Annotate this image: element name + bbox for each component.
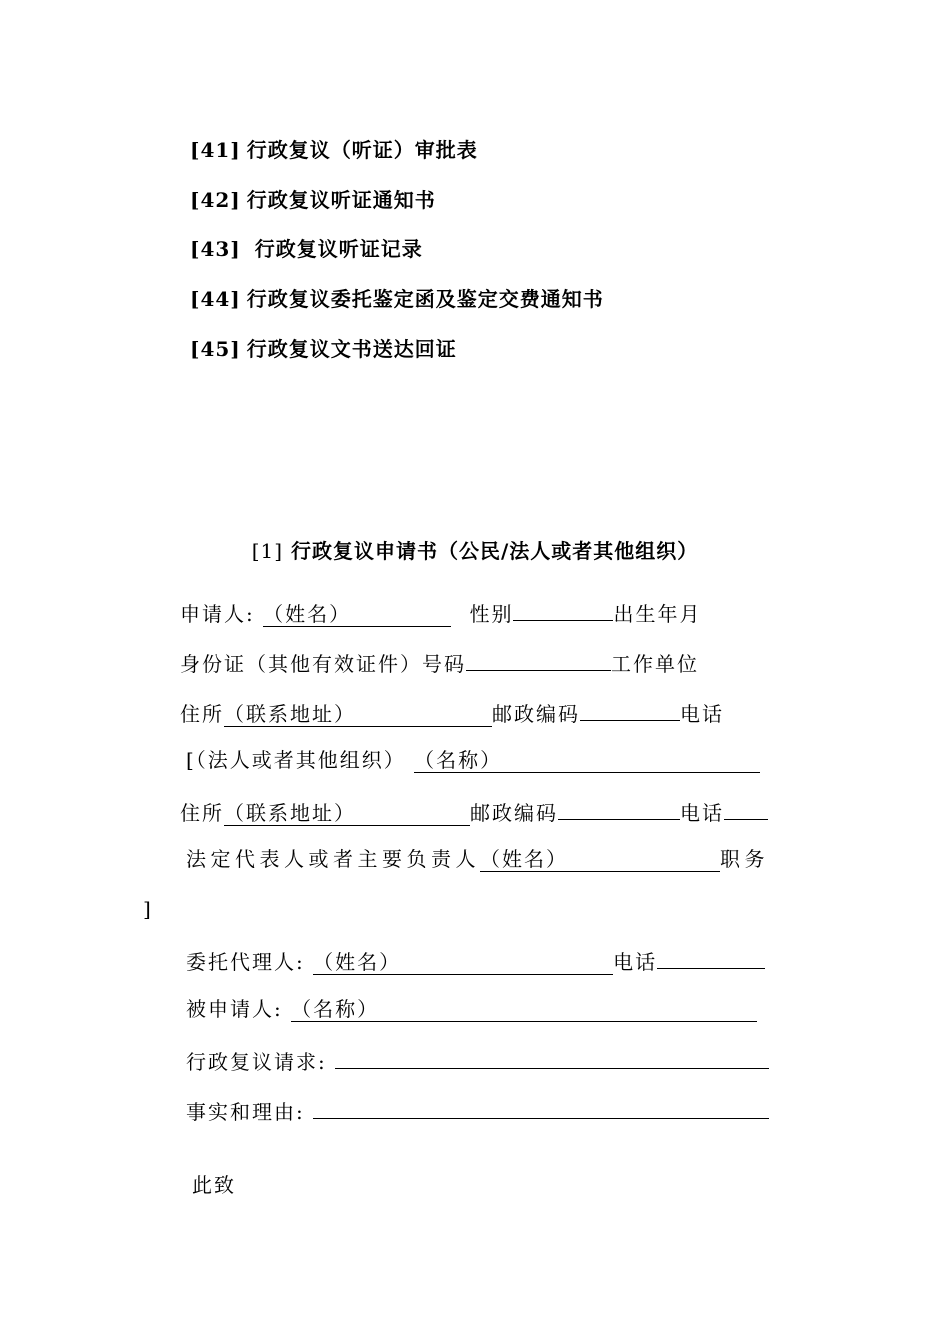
postcode2-label: 邮政编码 bbox=[470, 801, 558, 825]
agent-phone-label: 电话 bbox=[613, 950, 658, 974]
respondent-label: 被申请人: bbox=[186, 997, 283, 1021]
id-row bbox=[180, 648, 699, 677]
gender-label: 性别 bbox=[469, 602, 514, 626]
legal-rep-label: 法定代表人或者主要负责人 bbox=[186, 847, 480, 871]
agent-name-hint: （姓名） bbox=[313, 950, 402, 974]
legal-rep-hint: （姓名） bbox=[480, 847, 568, 871]
closing-row bbox=[192, 1172, 236, 1198]
agent-phone-field[interactable] bbox=[657, 946, 765, 969]
gender-field[interactable] bbox=[513, 598, 613, 621]
postcode-field[interactable] bbox=[580, 698, 680, 721]
phone-label: 电话 bbox=[680, 702, 724, 726]
toc-item-number: [42] bbox=[190, 188, 241, 212]
respondent-row bbox=[186, 996, 757, 1022]
toc-item-43 bbox=[190, 236, 423, 262]
org-row bbox=[186, 747, 760, 773]
address2-label: 住所 bbox=[180, 801, 224, 825]
request-field[interactable] bbox=[335, 1046, 769, 1069]
request-row bbox=[186, 1046, 769, 1075]
id-label: 身份证（其他有效证件）号码 bbox=[180, 652, 466, 676]
toc-item-text: 行政复议文书送达回证 bbox=[246, 337, 457, 361]
address2-hint: （联系地址） bbox=[224, 801, 356, 825]
respondent-hint: （名称） bbox=[291, 997, 380, 1021]
applicant-label: 申请人: bbox=[180, 602, 255, 626]
address-field[interactable] bbox=[224, 702, 492, 727]
org-close: ] bbox=[143, 897, 153, 921]
toc-item-text: 行政复议听证记录 bbox=[246, 237, 423, 261]
agent-row bbox=[186, 946, 765, 975]
phone2-label: 电话 bbox=[680, 801, 724, 825]
form-title-number: [1] bbox=[251, 539, 284, 563]
postcode2-field[interactable] bbox=[558, 797, 680, 820]
form-title bbox=[0, 535, 950, 564]
toc-item-42 bbox=[190, 187, 436, 213]
request-label: 行政复议请求: bbox=[186, 1050, 327, 1074]
legal-rep-row bbox=[186, 846, 769, 872]
work-unit-label: 工作单位 bbox=[611, 652, 699, 676]
applicant-name-hint: （姓名） bbox=[263, 602, 352, 626]
toc-item-text: 行政复议听证通知书 bbox=[246, 188, 436, 212]
applicant-name-field[interactable] bbox=[263, 602, 451, 627]
toc-item-41 bbox=[190, 137, 478, 163]
toc-item-45 bbox=[190, 336, 457, 362]
position-label: 职务 bbox=[720, 847, 769, 871]
toc-item-number: [43] bbox=[190, 237, 241, 261]
postcode-label: 邮政编码 bbox=[492, 702, 580, 726]
toc-item-text: 行政复议委托鉴定函及鉴定交费通知书 bbox=[246, 287, 604, 311]
toc-item-number: [41] bbox=[190, 138, 241, 162]
closing-text: 此致 bbox=[192, 1173, 236, 1197]
facts-row bbox=[186, 1096, 769, 1125]
facts-field[interactable] bbox=[313, 1096, 769, 1119]
org-name-hint: （名称） bbox=[414, 748, 503, 772]
org-close-row bbox=[143, 896, 153, 922]
facts-label: 事实和理由: bbox=[186, 1100, 305, 1124]
address-hint: （联系地址） bbox=[224, 702, 356, 726]
address-label: 住所 bbox=[180, 702, 224, 726]
id-number-field[interactable] bbox=[466, 648, 611, 671]
applicant-row bbox=[180, 598, 701, 627]
agent-name-field[interactable] bbox=[313, 950, 613, 975]
phone2-field[interactable] bbox=[724, 797, 768, 820]
toc-item-number: [44] bbox=[190, 287, 241, 311]
legal-rep-field[interactable] bbox=[480, 847, 720, 872]
org-name-field[interactable] bbox=[414, 748, 760, 773]
agent-label: 委托代理人: bbox=[186, 950, 305, 974]
address2-field[interactable] bbox=[224, 801, 470, 826]
birth-label: 出生年月 bbox=[613, 602, 702, 626]
address2-row bbox=[180, 797, 768, 826]
address-row bbox=[180, 698, 724, 727]
form-title-text: 行政复议申请书（公民/法人或者其他组织） bbox=[291, 539, 699, 563]
toc-item-number: [45] bbox=[190, 337, 241, 361]
org-open: [（法人或者其他组织） bbox=[186, 748, 406, 772]
toc-item-text: 行政复议（听证）审批表 bbox=[246, 138, 478, 162]
toc-item-44 bbox=[190, 286, 604, 312]
respondent-field[interactable] bbox=[291, 997, 757, 1022]
